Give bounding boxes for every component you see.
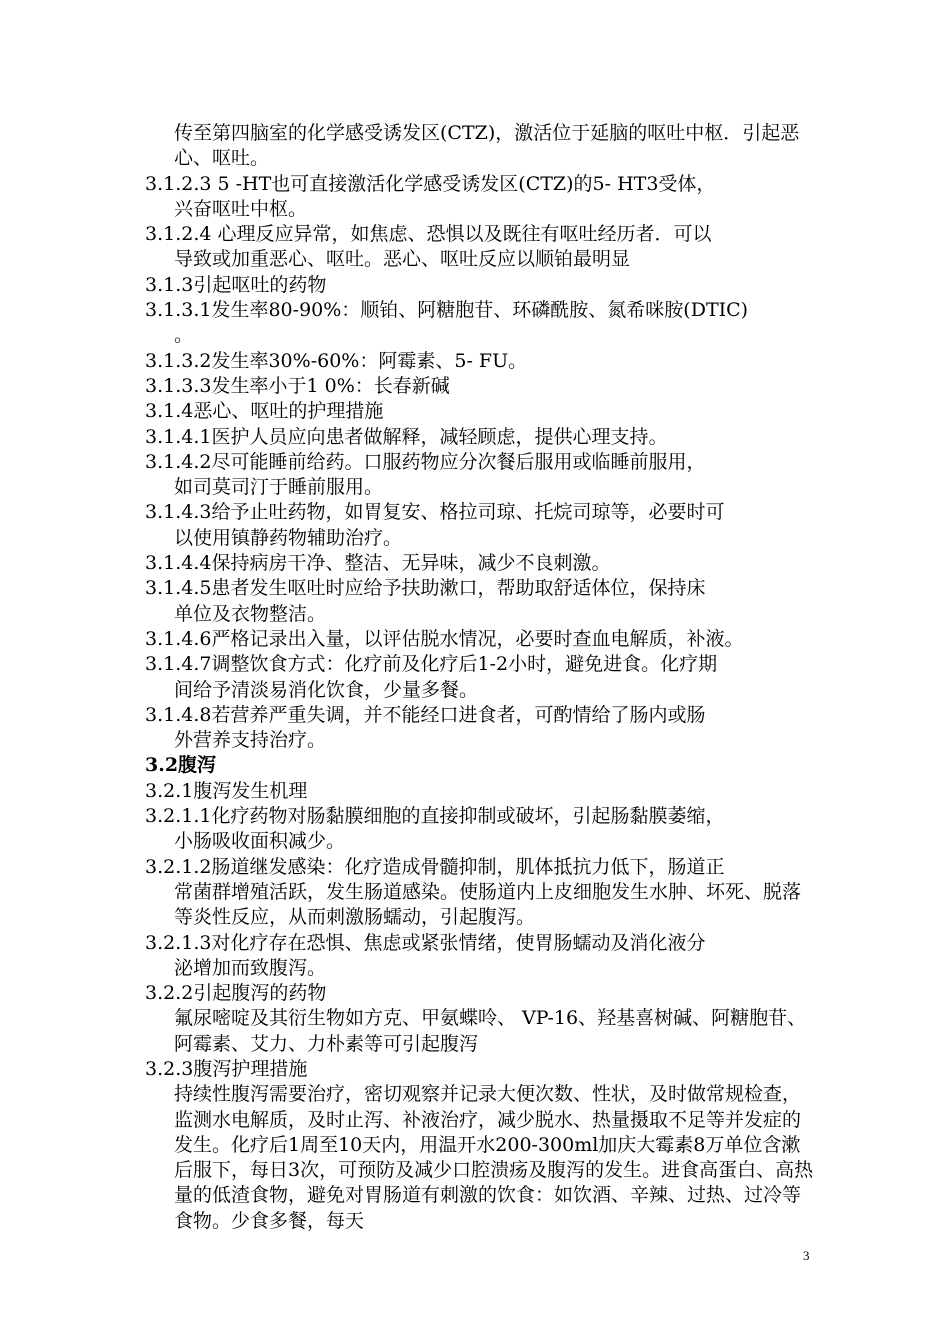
paragraph	[145, 273, 815, 298]
paragraph-first-line: 3.1.3.1发生率80-90%：顺铂、阿糖胞苷、环磷酰胺、氮希咪胺(DTIC)	[145, 299, 749, 322]
paragraph-first-line: 3.2.1.2肠道继发感染：化疗造成骨髓抑制，肌体抵抗力低下，肠道正	[145, 855, 725, 878]
paragraph-first-line: 3.1.4恶心、呕吐的护理措施	[145, 400, 384, 423]
paragraph	[145, 652, 815, 703]
paragraph-first-line: 3.1.3.3发生率小于1 0%：长春新碱	[145, 374, 450, 397]
paragraph-continuation: 泌增加而致腹泻。	[174, 956, 327, 979]
paragraph-continuation: 间给予清淡易消化饮食，少量多餐。	[174, 678, 479, 701]
paragraph	[145, 703, 815, 754]
paragraph-continuation: 以使用镇静药物辅助治疗。	[174, 526, 403, 549]
section-heading: 3.2腹泻	[145, 754, 217, 777]
paragraph-continuation: 外营养支持治疗。	[174, 729, 327, 752]
paragraph	[145, 1006, 815, 1057]
paragraph-first-line: 3.1.2.4 心理反应异常，如焦虑、恐惧以及既往有呕吐经历者．可以	[145, 223, 712, 246]
paragraph-first-line: 3.1.3.2发生率30%-60%：阿霉素、5- FU。	[145, 349, 528, 372]
paragraph	[145, 121, 815, 172]
paragraph-first-line: 3.2.1.1化疗药物对肠黏膜细胞的直接抑制或破坏，引起肠黏膜萎缩，	[145, 805, 725, 828]
paragraph	[145, 931, 815, 982]
paragraph	[145, 804, 815, 855]
paragraph	[145, 349, 815, 374]
paragraph-continuation: 小肠吸收面积减少。	[174, 830, 346, 853]
paragraph-text: 氟尿嘧啶及其衍生物如方克、甲氨蝶呤、 VP-16、羟基喜树碱、阿糖胞苷、阿霉素、艾力、力朴素等可引起腹泻	[174, 1007, 807, 1055]
paragraph	[145, 500, 815, 551]
paragraph	[145, 298, 815, 349]
paragraph-continuation: 常菌群增殖活跃，发生肠道感染。使肠道内上皮细胞发生水肿、坏死、脱落等炎性反应，从而刺激肠蠕动，引起腹泻。	[174, 880, 802, 929]
paragraph-first-line: 3.1.4.2尽可能睡前给药。口服药物应分次餐后服用或临睡前服用，	[145, 450, 706, 473]
paragraph	[145, 172, 815, 223]
paragraph	[145, 399, 815, 424]
paragraph-first-line: 3.1.2.3 5 -HT也可直接激活化学感受诱发区(CTZ)的5- HT3受体，	[145, 172, 716, 195]
paragraph	[145, 627, 815, 652]
paragraph-text: 传至第四脑室的化学感受诱发区(CTZ)，激活位于延脑的呕吐中枢．引起恶心、呕吐。	[174, 122, 800, 170]
paragraph-continuation: 单位及衣物整洁。	[174, 602, 327, 625]
paragraph	[145, 450, 815, 501]
paragraph-first-line: 3.1.4.5患者发生呕吐时应给予扶助漱口，帮助取舒适体位，保持床	[145, 577, 706, 600]
paragraph	[145, 753, 815, 778]
paragraph-text: 持续性腹泻需要治疗，密切观察并记录大便次数、性状，及时做常规检查，监测水电解质，及时止泻、补液治疗，减少脱水、热量摄取不足等并发症的发生。化疗后1周至10天内，用温开水200-300ml加庆大霉素8万单位含漱后服下，每日3次，可预防及减少口腔溃疡及腹泻的发生。进食高蛋白、高热量的低渣食物，避免对胃肠道有刺激的饮食：如饮酒、辛辣、过热、过冷等食物。少食多餐，每天	[174, 1083, 814, 1232]
paragraph-first-line: 3.2.2引起腹泻的药物	[145, 982, 327, 1005]
paragraph	[145, 981, 815, 1006]
paragraph-first-line: 3.1.4.3给予止吐药物，如胃复安、格拉司琼、托烷司琼等，必要时可	[145, 501, 725, 524]
paragraph-continuation: 如司莫司汀于睡前服用。	[174, 476, 384, 499]
paragraph	[145, 576, 815, 627]
paragraph-first-line: 3.1.4.8若营养严重失调，并不能经口进食者，可酌情给了肠内或肠	[145, 703, 706, 726]
paragraph	[145, 374, 815, 399]
paragraph-first-line: 3.1.3引起呕吐的药物	[145, 273, 327, 296]
paragraph-continuation: 导致或加重恶心、呕吐。恶心、呕吐反应以顺铂最明显	[174, 248, 631, 271]
paragraph	[145, 222, 815, 273]
paragraph-continuation: 。	[174, 324, 194, 347]
page-number: 3	[803, 1248, 810, 1263]
paragraph-first-line: 3.2.1腹泻发生机理	[145, 779, 308, 802]
paragraph	[145, 425, 815, 450]
document-body	[145, 121, 815, 1234]
paragraph	[145, 551, 815, 576]
paragraph	[145, 1082, 815, 1234]
paragraph	[145, 1057, 815, 1082]
paragraph-first-line: 3.2.1.3对化疗存在恐惧、焦虑或紧张情绪，使胃肠蠕动及消化液分	[145, 931, 706, 954]
paragraph-first-line: 3.1.4.4保持病房干净、整洁、无异味，减少不良刺激。	[145, 552, 611, 575]
paragraph-first-line: 3.1.4.6严格记录出入量，以评估脱水情况，必要时查血电解质，补液。	[145, 627, 744, 650]
paragraph-first-line: 3.1.4.1医护人员应向患者做解释，减轻顾虑，提供心理支持。	[145, 425, 668, 448]
paragraph-first-line: 3.2.3腹泻护理措施	[145, 1057, 308, 1080]
paragraph-first-line: 3.1.4.7调整饮食方式：化疗前及化疗后1-2小时，避免进食。化疗期	[145, 653, 718, 676]
paragraph	[145, 855, 815, 931]
paragraph	[145, 779, 815, 804]
paragraph-continuation: 兴奋呕吐中枢。	[174, 197, 308, 220]
